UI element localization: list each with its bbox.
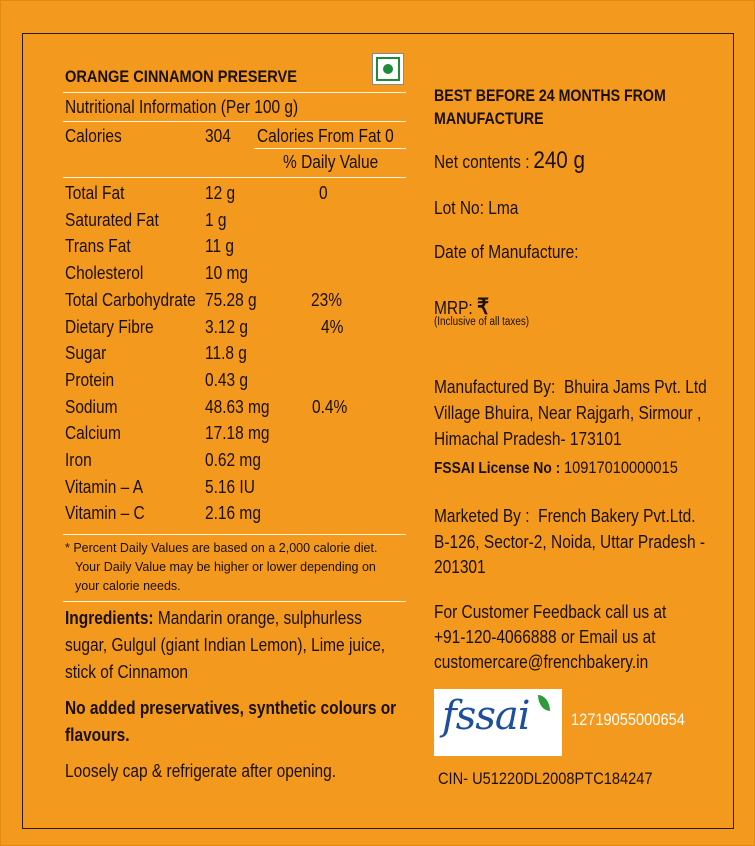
cin-number: CIN- U51220DL2008PTC184247 [438, 769, 653, 788]
fssai-logo: fssai [434, 689, 562, 756]
nutrient-name: Vitamin – C [65, 503, 145, 523]
product-title: ORANGE CINNAMON PRESERVE [65, 67, 298, 86]
calories-value: 304 [205, 126, 231, 146]
nutrient-name: Calcium [65, 423, 121, 443]
marketer-address: 201301 [434, 557, 486, 577]
nutrient-name: Saturated Fat [65, 210, 159, 230]
veg-mark-icon [372, 53, 404, 85]
mrp: MRP: ₹ [434, 294, 490, 319]
footnote-line: * Percent Daily Values are based on a 2,000 calorie diet. [65, 541, 378, 555]
storage-instruction: Loosely cap & refrigerate after opening. [65, 761, 337, 781]
no-preservatives-note: flavours. [65, 725, 130, 745]
nutrient-amount: 3.12 g [205, 317, 249, 337]
divider [63, 534, 406, 535]
nutrient-daily-value: 23% [311, 290, 342, 310]
nutrient-name: Sugar [65, 343, 107, 363]
nutrient-amount: 11.8 g [205, 343, 247, 363]
marketer-address: B-126, Sector-2, Noida, Uttar Pradesh - [434, 532, 706, 552]
nutrient-name: Trans Fat [65, 236, 131, 256]
nutrient-amount: 10 mg [205, 263, 249, 283]
divider [63, 177, 406, 178]
feedback-line: For Customer Feedback call us at [434, 602, 667, 622]
lot-number: Lot No: Lma [434, 198, 519, 218]
nutrient-amount: 17.18 mg [205, 423, 270, 443]
divider [63, 92, 406, 93]
nutrient-daily-value: 4% [321, 317, 344, 337]
date-of-manufacture: Date of Manufacture: [434, 242, 579, 262]
best-before: BEST BEFORE 24 MONTHS FROM [434, 87, 666, 105]
nutrition-header: Nutritional Information (Per 100 g) [65, 97, 299, 117]
nutrient-name: Cholesterol [65, 263, 144, 283]
manufacturer-address: Himachal Pradesh- 173101 [434, 429, 622, 449]
nutrient-daily-value: 0 [319, 183, 328, 203]
nutrient-name: Dietary Fibre [65, 317, 154, 337]
nutrient-name: Total Fat [65, 183, 125, 203]
nutrient-name: Iron [65, 450, 92, 470]
nutrient-amount: 5.16 IU [205, 477, 255, 497]
ingredients-line: sugar, Gulgul (giant Indian Lemon), Lime juice, [65, 635, 386, 655]
nutrient-amount: 48.63 mg [205, 397, 270, 417]
nutrient-amount: 0.43 g [205, 370, 249, 390]
marketer: Marketed By : French Bakery Pvt.Ltd. [434, 506, 696, 526]
nutrient-daily-value: 0.4% [312, 397, 348, 417]
nutrient-name: Vitamin – A [65, 477, 144, 497]
daily-value-header: % Daily Value [283, 152, 379, 172]
nutrient-name: Total Carbohydrate [65, 290, 196, 310]
nutrient-amount: 2.16 mg [205, 503, 261, 523]
nutrient-amount: 0.62 mg [205, 450, 261, 470]
footnote-line: your calorie needs. [75, 579, 181, 593]
ingredients-line: Ingredients: Mandarin orange, sulphurless [65, 608, 362, 628]
divider [254, 148, 406, 149]
nutrient-amount: 75.28 g [205, 290, 257, 310]
ingredients-line: stick of Cinnamon [65, 662, 189, 682]
nutrient-amount: 1 g [205, 210, 227, 230]
net-contents: Net contents : 240 g [434, 147, 585, 174]
best-before: MANUFACTURE [434, 110, 544, 128]
nutrient-amount: 12 g [205, 183, 236, 203]
feedback-line: +91-120-4066888 or Email us at [434, 627, 656, 647]
manufacturer: Manufactured By: Bhuira Jams Pvt. Ltd [434, 377, 707, 397]
fssai-license: FSSAI License No : 10917010000015 [434, 458, 678, 477]
divider [63, 601, 406, 602]
footnote-line: Your Daily Value may be higher or lower depending on [75, 560, 376, 574]
calories-from-fat: Calories From Fat 0 [257, 126, 394, 146]
fssai-logo-number: 12719055000654 [571, 710, 685, 729]
mrp-note: (Inclusive of all taxes) [434, 316, 530, 328]
calories-label: Calories [65, 126, 122, 146]
no-preservatives-note: No added preservatives, synthetic colours or [65, 698, 397, 718]
manufacturer-address: Village Bhuira, Near Rajgarh, Sirmour , [434, 403, 702, 423]
leaf-icon [538, 695, 550, 711]
nutrient-amount: 11 g [205, 236, 234, 256]
divider [63, 121, 406, 122]
nutrient-name: Sodium [65, 397, 118, 417]
nutrient-name: Protein [65, 370, 115, 390]
feedback-email: customercare@frenchbakery.in [434, 652, 649, 672]
